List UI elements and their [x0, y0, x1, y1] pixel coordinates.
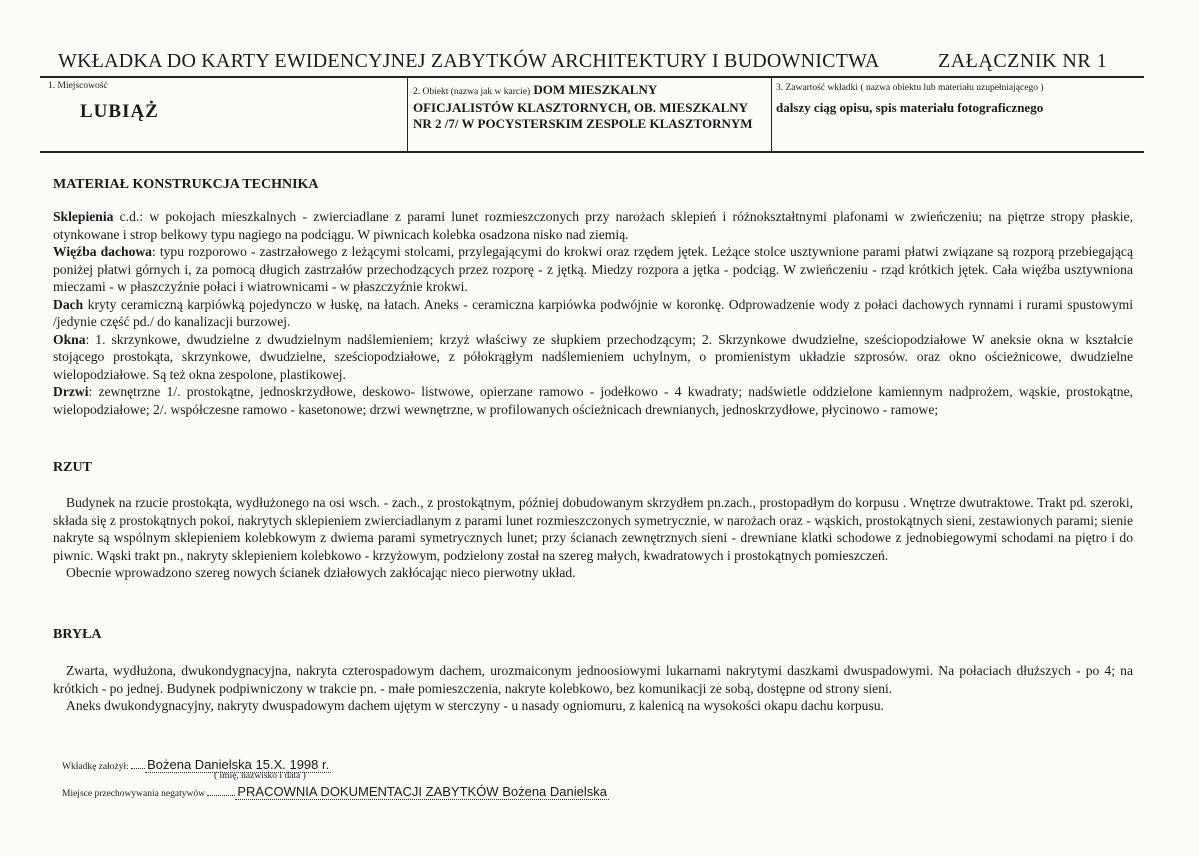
material-paragraph [53, 208, 1133, 418]
place-value: LUBIĄŻ [80, 101, 159, 122]
sklepienia-label: Sklepienia [53, 209, 114, 224]
rzut-paragraph [53, 494, 1133, 582]
wiezba-label: Więźba dachowa [53, 244, 152, 259]
wiezba-text: : typu rozporowo - zastrzałowego z leżącymi stolcami, przylegającymi do krokwi oraz rzędem jętek. Leżące stolce usztywnione parami płatwi związane są rozporą przebiegającą poniżej płatwi górnych i, za pomocą długich zastrzałów przechodzących przez rozporę - z jętką. Miedzy rozpora a jętka - podciąg. W zwieńczeniu - rząd krótkich jętek. Cała więźba usztywniona mieczami - w płaszczyźnie połaci i wiatrownicami - w płaszczyźnie krokwi. [53, 244, 1133, 294]
heading-bryla: BRYŁA [53, 627, 102, 642]
storage-line [62, 784, 609, 799]
author-caption: ( imię, nazwisko i data ) [214, 771, 306, 781]
drzwi-label: Drzwi [53, 384, 89, 399]
rzut-text-1: Budynek na rzucie prostokąta, wydłużonego na osi wsch. - zach., z prostokątnym, później dobudowanym skrzydłem pn.zach., prostopadłym do korpusu . Wnętrze dwutraktowe. Trakt pd. szeroki, składa się z prostokątnych pokoi, nakrytych sklepieniem zwierciadlanym z parami lunet rozmieszczonych symetrycznie, w narożach oraz - wąskich, prostokątnych sieni, zestawionych parami; sienie nakryte są wspólnym sklepieniem kolebkowym z dwiema parami symetrycznych lunet; przy ścianach zewnętrznych sieni - drewniane klatki schodowe z jednobiegowymi schodami na piętro i do piwnic. Wąski trakt pn., nakryty sklepieniem kolebkowo - krzyżowym, podzielony został na szereg małych, kwadratowych i prostokątnych pomieszczeń. [53, 495, 1133, 563]
object-value-line1: DOM MIESZKALNY [533, 82, 658, 97]
rzut-text-2: Obecnie wprowadzono szereg nowych ścianek działowych zakłócając nieco pierwotny układ. [66, 565, 576, 580]
bryla-text-2: Aneks dwukondygnacyjny, nakryty dwuspadowym dachem ujętym w sterczyny - u nasady ogniomuru, z kalenicą na wysokości okapu dachu korpusu. [66, 698, 884, 713]
place-label: 1. Miejscowość [48, 81, 108, 91]
author-value: Bożena Danielska 15.X. 1998 r. [147, 757, 330, 772]
author-label: Wkładkę założył: [62, 762, 129, 772]
content-field [776, 82, 1136, 116]
content-value: dalszy ciąg opisu, spis materiału fotograficznego [776, 100, 1044, 115]
object-value-rest: OFICJALISTÓW KLASZTORNYCH, OB. MIESZKALNY NR 2 /7/ W POCYSTERSKIM ZESPOLE KLASZTORNYM [413, 100, 753, 131]
dach-text: kryty ceramiczną karpiówką pojedynczo w łuskę, na łatach. Aneks - ceramiczna karpiówka podwójnie w koronkę. Odprowadzenie wody z połaci dachowych rynnami i rurami spustowymi /jedynie część pd./ do kanalizacji burzowej. [53, 296, 1133, 329]
attachment-number: ZAŁĄCZNIK NR 1 [938, 50, 1108, 72]
okna-label: Okna [53, 331, 86, 347]
object-label: 2. Obiekt (nazwa jak w karcie) [413, 87, 531, 97]
author-line [62, 757, 331, 772]
object-field [413, 82, 753, 132]
header-divider-1 [407, 77, 408, 151]
content-label: 3. Zawartość wkładki ( nazwa obiektu lub materiału uzupełniającego ) [776, 83, 1044, 93]
storage-label: Miejsce przechowywania negatywów [62, 789, 205, 799]
heading-rzut: RZUT [53, 460, 92, 475]
okna-text: : 1. skrzynkowe, dwudzielne z dwudzielnym nadślemieniem; krzyż właściwy ze słupkiem przechodzącym; 2. Skrzynkowe dwudzielne, sześciopodziałowe W aneksie okna w kształcie stojącego prostokąta, skrzynkowe, dwudzielne, sześciopodziałowe, z półokrągłym nadślemieniem uchylnym, o promienistym układzie szprosów. oraz okno ościeżnicowe, dwudzielne wielopodziałowe. Są też okna zespolone, plastikowej. [53, 331, 1133, 382]
bryla-text-1: Zwarta, wydłużona, dwukondygnacyjna, nakryta czterospadowym dachem, urozmaiconym jednoosiowymi lukarnami nakrytymi daszkami dwuspadowymi. Na połaciach dłuższych - po 4; na krótkich - po jednej. Budynek podpiwniczony w trakcie pn. - małe pomieszczenia, nakryte kolebkowo, bez komunikacji ze sobą, dostępne od strony sieni. [53, 663, 1133, 696]
header-top-rule [40, 76, 1144, 78]
dach-label: Dach [53, 296, 84, 312]
sklepienia-text: c.d.: w pokojach mieszkalnych - zwierciadlane z parami lunet rozmieszczonych przy narożach sklepień i różnokształtnymi plafonami w zwieńczeniu; na piętrze stropy płaskie, otynkowane i strop belkowy typu nagiego na podciągu. W piwnicach kolebka osadzona nisko nad ziemią. [53, 209, 1133, 242]
header-bottom-rule [40, 151, 1144, 153]
storage-value: PRACOWNIA DOKUMENTACJI ZABYTKÓW Bożena Danielska [237, 784, 607, 799]
drzwi-text: : zewnętrzne 1/. prostokątne, jednoskrzydłowe, deskowo- listwowe, opierzane ramowo - jodełkowo - 4 kwadraty; nadświetle oddzielone kamiennym nadprożem, wąskie, prostokątne, wielopodziałowe; 2/. współczesne ramowo - kasetonowe; drzwi wewnętrzne, w profilowanych ościeżnicach drewnianych, jednoskrzydłowe, płycinowo - ramowe; [53, 384, 1133, 417]
bryla-paragraph [53, 662, 1133, 715]
heading-material: MATERIAŁ KONSTRUKCJA TECHNIKA [53, 177, 319, 192]
header-divider-2 [771, 77, 772, 151]
document-title: WKŁADKA DO KARTY EWIDENCYJNEJ ZABYTKÓW ARCHITEKTURY I BUDOWNICTWA [58, 50, 880, 72]
